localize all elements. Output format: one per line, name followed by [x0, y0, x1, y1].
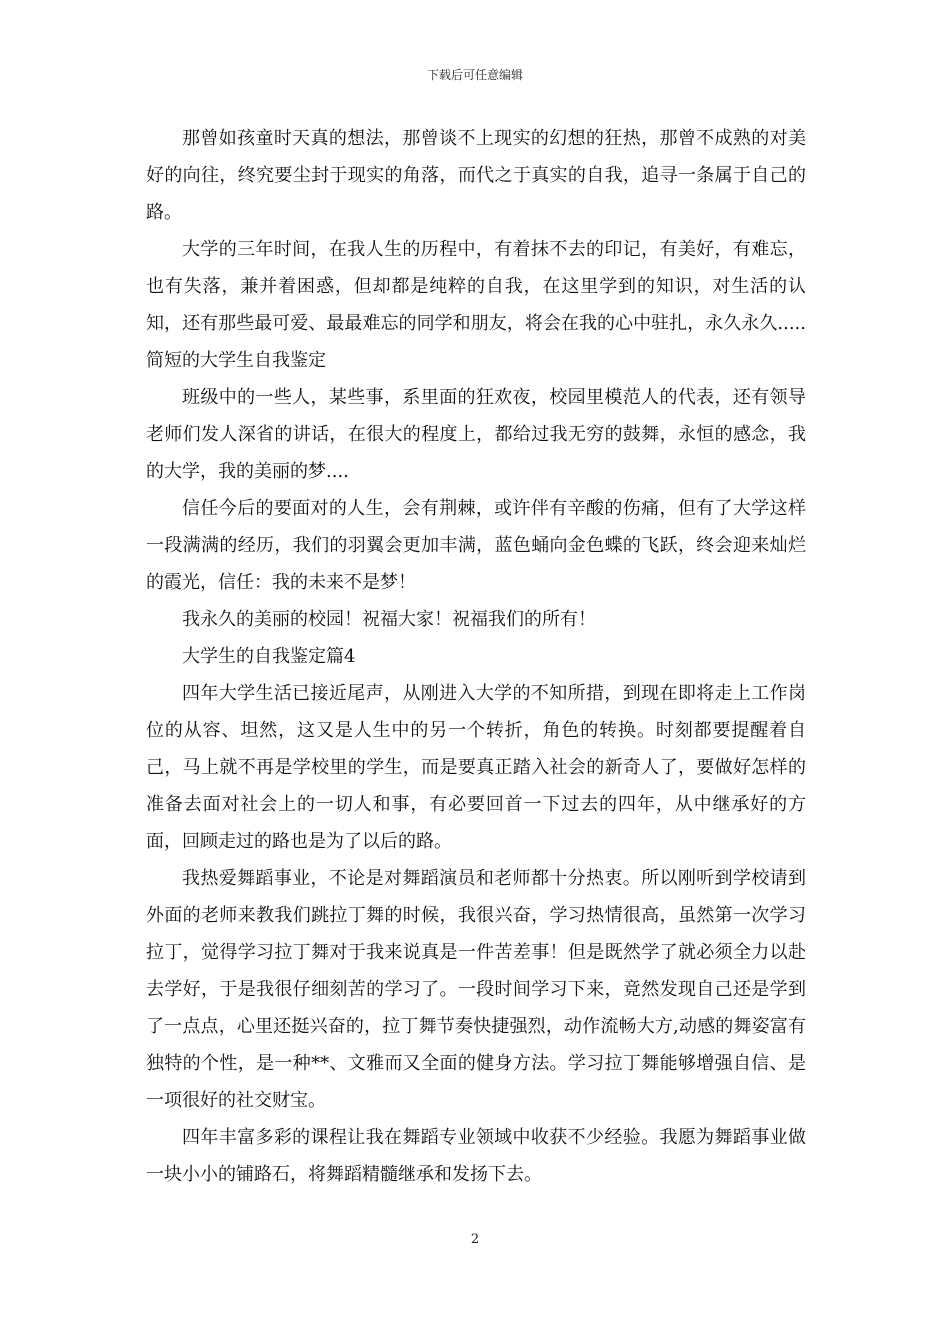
paragraph: 班级中的一些人，某些事，系里面的狂欢夜，校园里模范人的代表，还有领导老师们发人深省的讲话，在很大的程度上，都给过我无穷的鼓舞，永恒的感念，我的大学，我的美丽的梦.... [146, 387, 806, 482]
section-heading: 大学生的自我鉴定篇4 [182, 646, 356, 667]
paragraph: 大学的三年时间，在我人生的历程中，有着抹不去的印记，有美好，有难忘，也有失落，兼并着困惑，但却都是纯粹的自我，在这里学到的知识，对生活的认知，还有那些最可爱、最最难忘的同学和朋友，将会在我的心中驻扎，永久永久.....简短的大学生自我鉴定 [146, 239, 806, 371]
page-header: 下载后可任意编辑 [426, 68, 523, 82]
paragraph: 那曾如孩童时天真的想法，那曾谈不上现实的幻想的狂热，那曾不成熟的对美好的向往，终究要尘封于现实的角落，而代之于真实的自我，追寻一条属于自己的路。 [146, 128, 806, 223]
page-number: 2 [470, 1232, 480, 1247]
paragraph: 四年丰富多彩的课程让我在舞蹈专业领域中收获不少经验。我愿为舞蹈事业做一块小小的铺路石，将舞蹈精髓继承和发扬下去。 [146, 1127, 806, 1185]
paragraph: 信任今后的要面对的人生，会有荆棘，或许伴有辛酸的伤痛，但有了大学这样一段满满的经历，我们的羽翼会更加丰满，蓝色蛹向金色蝶的飞跃，终会迎来灿烂的霞光，信任：我的未来不是梦！ [146, 498, 806, 593]
paragraph: 我热爱舞蹈事业，不论是对舞蹈演员和老师都十分热衷。所以刚听到学校请到外面的老师来教我们跳拉丁舞的时候，我很兴奋，学习热情很高，虽然第一次学习拉丁，觉得学习拉丁舞对于我来说真是一件苦差事！但是既然学了就必须全力以赴去学好，于是我很仔细刻苦的学习了。一段时间学习下来，竟然发现自己还是学到了一点点，心里还挺兴奋的，拉丁舞节奏快捷强烈，动作流畅大方,动感的舞姿富有独特的个性，是一种**、文雅而又全面的健身方法。学习拉丁舞能够增强自信、是一项很好的社交财宝。 [146, 868, 806, 1111]
paragraph: 我永久的美丽的校园！祝福大家！祝福我们的所有！ [182, 609, 596, 630]
paragraph: 四年大学生活已接近尾声，从刚进入大学的不知所措，到现在即将走上工作岗位的从容、坦然，这又是人生中的另一个转折，角色的转换。时刻都要提醒着自己，马上就不再是学校里的学生，而是要真正踏入社会的新奇人了，要做好怎样的准备去面对社会上的一切人和事，有必要回首一下过去的四年，从中继承好的方面，回顾走过的路也是为了以后的路。 [146, 683, 806, 852]
document-body [146, 120, 806, 1193]
